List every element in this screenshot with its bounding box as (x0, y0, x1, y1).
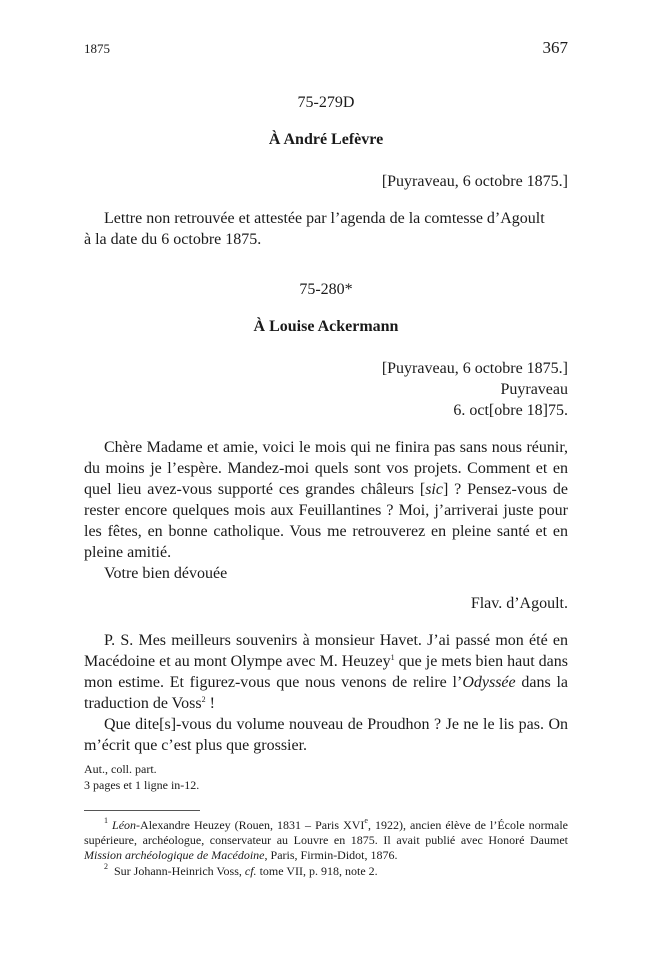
italic-name: Léon (112, 818, 137, 832)
letter-number: 75-279D (297, 94, 355, 111)
letter-summary (84, 208, 568, 250)
source-note (84, 762, 568, 793)
running-head-year: 1875 (84, 41, 110, 56)
text-run: , 1922), ancien élève de l’École normale supérieure, archéologue, conservateur au Louvre en 1875. Il avait publié avec Honoré Daumet (84, 818, 569, 848)
letter-date: 6. oct[obre 18]75. (453, 402, 568, 419)
letter-number: 75-280* (299, 281, 353, 298)
text-run: que je mets bien haut dans mon estime. Et figurez-vous que nous venons de relire l’ (84, 653, 568, 691)
footnotes (84, 818, 568, 879)
postscript-paragraph (84, 630, 568, 714)
footnote-ref[interactable]: 1 (390, 653, 395, 662)
sic-note: sic (425, 481, 443, 498)
letter-addressee: À André Lefèvre (268, 131, 384, 148)
letter-summary-line: Lettre non retrouvée et attestée par l’agenda de la comtesse d’Agoult (104, 210, 545, 227)
letter-addressee: À Louise Ackermann (253, 318, 399, 335)
letter-place: Puyraveau (500, 381, 568, 398)
work-title: Odyssée (462, 674, 516, 691)
footnote-rule (84, 810, 200, 811)
abbreviation: cf. (244, 863, 257, 878)
footnote (84, 818, 568, 864)
text-run: ! (205, 695, 215, 712)
text-run: P. S. Mes meilleurs souvenirs à monsieur Havet. J’ai passé mon été en Macédoine et au mont Olympe avec M. Heuzey (84, 632, 568, 670)
superscript: e (364, 816, 368, 825)
work-title: Mission archéologique de Macédoine (84, 848, 265, 863)
text-run: -Alexandre Heuzey (Rouen, 1831 – Paris XVI (136, 818, 365, 832)
page-number: 367 (542, 38, 568, 57)
letter-summary-line: à la date du 6 octobre 1875. (84, 231, 262, 248)
source-line: Aut., coll. part. (84, 762, 157, 776)
text-run: tome VII, p. 918, note 2. (256, 863, 378, 878)
letter-dateline-block (84, 358, 568, 421)
text-run: Chère Madame et amie, voici le mois qui ne finira pas sans nous réunir, du moins je l’espère. Mandez-moi quels sont vos projets. Comment et en quel lieu avez-vous supporté ces grandes châleurs [ (84, 439, 568, 498)
text-run: , Paris, Firmin-Didot, 1876. (264, 848, 398, 863)
letter-signature: Flav. d’Agoult. (470, 595, 568, 612)
text-run: dans la traduction de Voss (84, 674, 568, 712)
running-head (84, 38, 568, 58)
postscript-paragraph: Que dite[s]-vous du volume nouveau de Proudhon ? Je ne le lis pas. On m’écrit que c’est plus que grossier. (84, 716, 568, 754)
text-run: Sur Johann-Heinrich Voss, (114, 863, 245, 878)
letter-paragraph (84, 437, 568, 563)
source-line: 3 pages et 1 ligne in-12. (84, 777, 200, 792)
text-run: ] ? Pensez-vous de rester encore quelques mois aux Feuillantines ? Moi, j’arriverai juste pour les fêtes, en bonne catholique. Vous me retrouverez en pleine santé et en pleine amitié. (84, 481, 568, 561)
footnote-ref[interactable]: 2 (201, 695, 206, 704)
letter-dateline: [Puyraveau, 6 octobre 1875.] (381, 360, 568, 377)
letter-closing: Votre bien dévouée (104, 565, 228, 582)
footnote-marker: 2 (104, 861, 108, 871)
footnote-marker: 1 (104, 816, 108, 825)
footnote (84, 861, 568, 879)
letter-dateline: [Puyraveau, 6 octobre 1875.] (381, 173, 568, 190)
